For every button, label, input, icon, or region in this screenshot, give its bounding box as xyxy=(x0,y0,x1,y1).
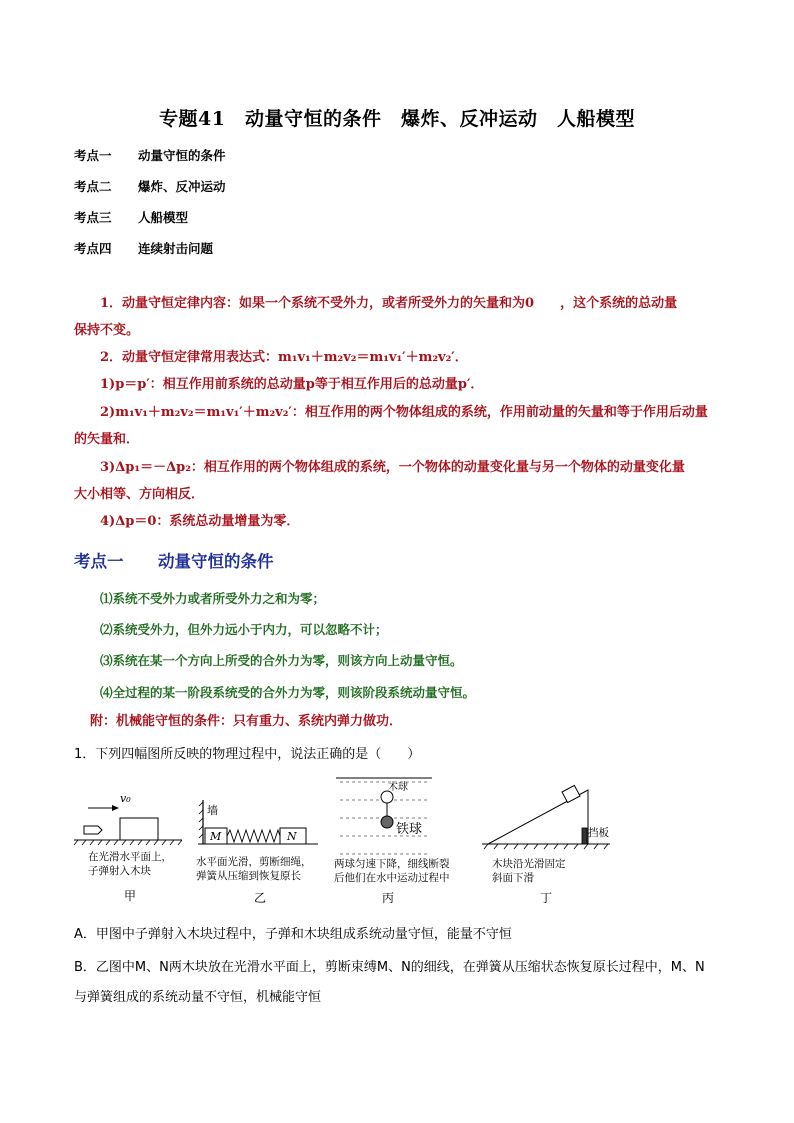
summary-line-4a: 2)m₁v₁＋m₂v₂＝m₁v₁′＋m₂v₂′：相互作用的两个物体组成的系统，作用前动量的矢量和等于作用后动量 xyxy=(100,405,708,420)
question-figures xyxy=(70,770,630,910)
wood-ball-label: 木球 xyxy=(388,782,408,793)
figure-bing xyxy=(334,778,450,905)
topic-row-4 xyxy=(74,239,213,257)
caption-line-1: 两球匀速下降，细线断裂 xyxy=(334,858,450,870)
figure-ding xyxy=(482,785,610,905)
condition-3: ⑶系统在某一个方向上所受的合外力为零，则该方向上动量守恒。 xyxy=(100,653,463,668)
summary-line-5a: 3)Δp₁＝－Δp₂：相互作用的两个物体组成的系统，一个物体的动量变化量与另一个物体的动量变化量 xyxy=(100,460,685,475)
topic-name: 人船模型 xyxy=(138,210,189,225)
option-b-line-2: 与弹簧组成的系统动量不守恒，机械能守恒 xyxy=(74,990,322,1005)
figure-jia xyxy=(74,792,182,903)
bullet-icon xyxy=(84,826,102,834)
stop-plate xyxy=(582,828,587,844)
block-m-label: M xyxy=(210,830,222,843)
figure-label: 丁 xyxy=(540,891,553,905)
topic-key: 考点三 xyxy=(74,210,112,225)
block-n-label: N xyxy=(287,830,297,843)
caption-line-2: 弹簧从压缩到恢复原长 xyxy=(196,870,301,882)
topic-row-3 xyxy=(74,208,188,226)
question-stem: 1．下列四幅图所反映的物理过程中，说法正确的是（ ） xyxy=(74,747,421,762)
topic-row-1 xyxy=(74,146,226,164)
stop-plate-label: 挡板 xyxy=(588,827,609,839)
option-a: A．甲图中子弹射入木块过程中，子弹和木块组成系统动量守恒，能量不守恒 xyxy=(74,927,512,942)
compressed-spring xyxy=(227,830,280,842)
figure-yi xyxy=(196,800,318,905)
iron-ball xyxy=(381,816,393,828)
topic-key: 考点一 xyxy=(74,148,112,163)
section-key: 考点一 xyxy=(74,552,124,571)
section-name: 动量守恒的条件 xyxy=(158,552,274,571)
caption-line-1: 水平面光滑，剪断细绳， xyxy=(196,856,312,868)
summary-line-3: 1)p＝p′：相互作用前系统的总动量p等于相互作用后的总动量p′． xyxy=(100,377,484,392)
summary-line-2: 2．动量守恒定律常用表达式：m₁v₁＋m₂v₂＝m₁v₁′＋m₂v₂′． xyxy=(100,350,468,365)
caption-line-2: 后他们在水中运动过程中 xyxy=(334,872,450,884)
topic-name: 爆炸、反冲运动 xyxy=(138,179,226,194)
topic-row-2 xyxy=(74,177,226,195)
wall-label: 墙 xyxy=(207,804,218,817)
topic-key: 考点四 xyxy=(74,241,112,256)
figure-label: 丙 xyxy=(382,891,395,905)
velocity-label: v₀ xyxy=(120,792,131,805)
condition-1: ⑴系统不受外力或者所受外力之和为零； xyxy=(100,591,326,606)
topic-key: 考点二 xyxy=(74,179,112,194)
iron-ball-label: 铁球 xyxy=(396,822,423,837)
summary-line-6: 4)Δp＝0：系统总动量增量为零． xyxy=(100,514,300,529)
figure-label: 甲 xyxy=(124,889,137,903)
arrow-head-icon xyxy=(112,805,119,811)
caption-line-2: 子弹射入木块 xyxy=(88,865,151,877)
option-b-line-1: B．乙图中M、N两木块放在光滑水平面上，剪断束缚M、N的细线，在弹簧从压缩状态恢复原长过程中，M、N xyxy=(74,960,705,975)
summary-line-1a: 1．动量守恒定律内容：如果一个系统不受外力，或者所受外力的矢量和为0 ，这个系统的总动量 xyxy=(100,296,678,311)
ground-hatching xyxy=(74,840,182,845)
caption-line-1: 在光滑水平面上， xyxy=(88,851,172,863)
summary-line-5b: 大小相等、方向相反． xyxy=(74,487,205,502)
condition-2: ⑵系统受外力，但外力远小于内力，可以忽略不计； xyxy=(100,622,388,637)
figure-label: 乙 xyxy=(254,891,267,905)
summary-line-4b: 的矢量和． xyxy=(74,432,140,447)
wooden-block xyxy=(120,818,158,840)
topic-name: 连续射击问题 xyxy=(138,241,214,256)
mechanical-energy-note: 附：机械能守恒的条件：只有重力、系统内弹力做功． xyxy=(90,714,403,729)
summary-line-1b: 保持不变。 xyxy=(74,323,140,338)
section-heading xyxy=(74,548,274,572)
page-title: 专题41 动量守恒的条件 爆炸、反冲运动 人船模型 xyxy=(159,108,635,130)
topic-name: 动量守恒的条件 xyxy=(138,148,226,163)
caption-line-1: 木块沿光滑固定 xyxy=(492,858,566,870)
condition-4: ⑷全过程的某一阶段系统受的合外力为零，则该阶段系统动量守恒。 xyxy=(100,685,476,700)
ground-hatching xyxy=(484,844,608,849)
caption-line-2: 斜面下滑 xyxy=(492,872,534,884)
